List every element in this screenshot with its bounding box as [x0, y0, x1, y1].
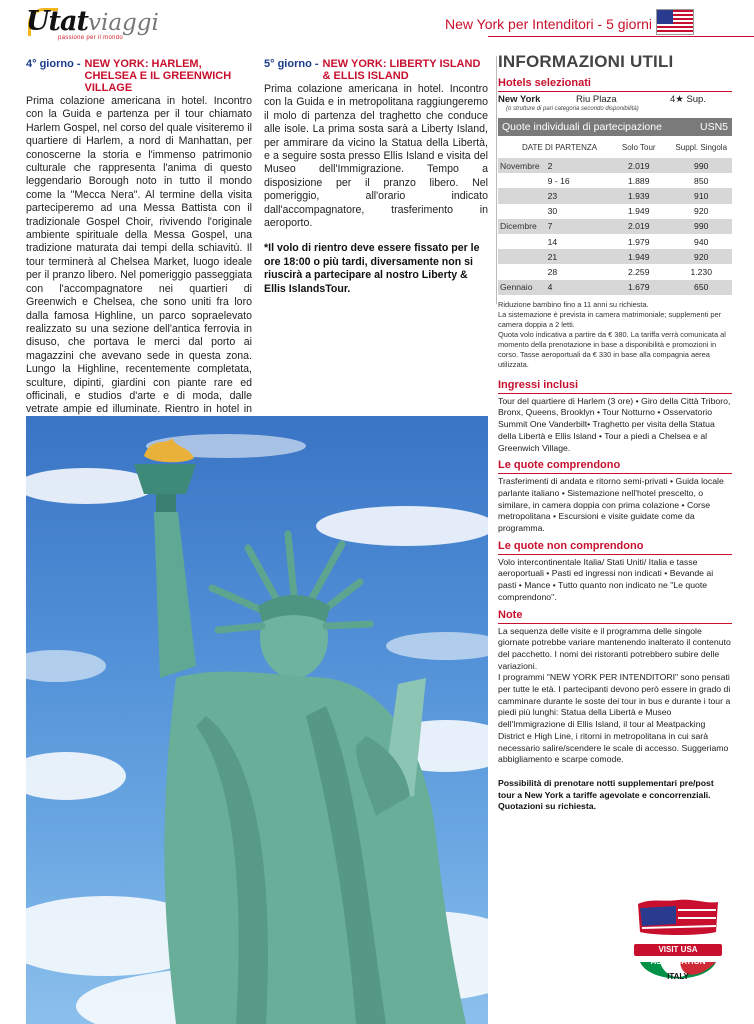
badge-title: VISIT USA ASSOCIATION: [650, 945, 706, 966]
price-note: Quota volo indicativa a partire da € 380. La tariffa verrà comunicata al momento della prenotazione in base a disponibilità e promozioni in corso. Tasse aeroportuali da € 330 in base alla compagnia aerea utilizzata.: [498, 329, 726, 369]
tour-price: 1.679: [607, 280, 670, 295]
col-supp-header: Suppl. Singola: [675, 142, 728, 152]
tour-price: 1.939: [607, 188, 670, 203]
day-4-text: Prima colazione americana in hotel. Incontro con la Guida e partenza per il tour chiamato Harlem Gospel, nel corso del quale visiteremo il quartiere di Harlem, a nord di Manhattan, per conoscerne la storia e l'immenso patrimonio culturale che rappresenta l'anima di questo leggendario Borough noto in tutto il mondo come la "Mecca Nera". Al termine della visita parteciperemo ad una Messa Battista con il tradizionale Gospel Choir, rivivendo l'originale ambiente spirituale della Messa Gospel, una tradizione maturata dai tempi della schiavitù. Il tour terminerà al Chelsea Market, luogo ideale per il pranzo libero. Nel pomeriggio passeggiata con l'accompagnatore nei quartieri di Greenwich e Chelsea, che sono uniti fra loro dalla famosa Highline, un parco sopraelevato realizzato su una sezione dell'antica ferrovia in disuso, che portava le merci dal porto ai magazzini che avevano sede in questa zona. Lungo la Highline, recentemente completata, sculture, dipinti, giardini con piante rare ed officinali, e studios d'arte e di moda, dalle vetrate ampie ed illuminate. Rientro in hotel in: [26, 95, 252, 416]
departure-day: 14: [547, 236, 558, 247]
non-comprendono-text: Volo intercontinentale Italia/ Stati Uniti/ Italia e tasse aeroportuali • Pasti ed ingressi non indicati • Bevande ai pasti • Mance • Tutto quanto non indicato ne "Le quote comprendono".: [498, 556, 714, 602]
logo-tagline: passione per il mondo: [58, 35, 124, 41]
departure-day: 30: [547, 206, 558, 217]
single-supplement: 920: [694, 206, 709, 217]
logo-brand: Utat: [26, 6, 88, 37]
price-row: [498, 173, 732, 188]
departure-day: 23: [542, 188, 607, 203]
departure-day: 4: [542, 280, 607, 295]
departure-month: [498, 188, 542, 203]
single-supplement: 910: [670, 188, 732, 203]
info-title: INFORMAZIONI UTILI: [498, 52, 674, 71]
departure-day: 28: [547, 266, 558, 277]
tour-price: 1.949: [607, 249, 670, 264]
tour-price: 2.259: [627, 266, 650, 277]
price-row: [498, 249, 732, 264]
day-4-section: [26, 58, 252, 444]
quote-bar: [498, 118, 732, 136]
extra-nights-note: Possibilità di prenotare notti supplementari pre/post tour a New York a tariffe agevolate e concorrenziali. Quotazioni su richiesta.: [498, 777, 714, 812]
single-supplement: 850: [694, 175, 709, 186]
single-supplement: 940: [694, 236, 709, 247]
single-supplement: 990: [670, 158, 732, 173]
price-row: [498, 188, 732, 203]
price-row: [498, 264, 732, 279]
single-supplement: 990: [670, 219, 732, 234]
ingressi-heading: Ingressi inclusi: [498, 379, 732, 394]
departure-month: [498, 264, 542, 279]
logo-suffix: viaggi: [87, 10, 159, 36]
single-supplement: 920: [670, 249, 732, 264]
badge-country: ITALY: [667, 972, 689, 981]
tour-price: 1.949: [627, 206, 650, 217]
price-row: [498, 219, 732, 234]
header-divider: [488, 36, 754, 37]
departure-month: [498, 234, 542, 249]
non-comprendono-heading: Le quote non comprendono: [498, 540, 732, 555]
day-5-section: [264, 58, 488, 296]
departure-day: 21: [542, 249, 607, 264]
price-row: [498, 204, 732, 219]
hotel-row: [498, 94, 732, 106]
tour-price: 2.019: [607, 219, 670, 234]
day-5-number: 5° giorno -: [264, 58, 319, 70]
day-5-title: NEW YORK: LIBERTY ISLAND & ELLIS ISLAND: [322, 58, 481, 82]
price-row: [498, 158, 732, 173]
note-text-1: La sequenza delle visite e il programma delle singole giornate potrebbe variare mantenendo inalterato il contenuto del pacchetto. I nomi dei ristoranti potrebbero subire delle variazioni.: [498, 625, 731, 671]
single-supplement: 650: [670, 280, 732, 295]
quote-label: Quote individuali di partecipazione: [502, 121, 662, 133]
logo-wordmark: [26, 6, 159, 38]
day-4-title: NEW YORK: HARLEM, CHELSEA E IL GREENWICH VILLAGE: [84, 58, 232, 94]
note-text-2: I programmi "NEW YORK PER INTENDITORI" sono pensati per tutte le età. I partecipanti devono però essere in grado di camminare durante le soste dei tour in bus e durante i tour a piedi più lunghi: Statua della Libertà e Museo dell'Immigrazione di Ellis Island, il tour al Meatpacking District e High Line, i ritorni in metropolitana in cui sarà necessario salire/scendere le scale di accesso. Suggeriamo abbigliamento e scarpe comode.: [498, 672, 731, 765]
col-date-header: DATE DI PARTENZA: [522, 142, 598, 152]
price-note: Riduzione bambino fino a 11 anni su richiesta.: [498, 299, 649, 309]
page-title: New York per Intenditori - 5 giorni: [445, 16, 652, 32]
single-supplement: 1.230: [690, 266, 712, 277]
hotel-name: Riu Plaza: [576, 94, 617, 105]
departure-day: 9 - 16: [547, 175, 570, 186]
departure-day: 7: [542, 219, 607, 234]
tour-price: 2.019: [607, 158, 670, 173]
price-row: [498, 280, 732, 295]
departure-month: [498, 173, 542, 188]
departure-month: Dicembre: [498, 219, 542, 234]
info-section: [498, 52, 732, 813]
departure-month: [498, 204, 542, 219]
departure-month: Gennaio: [498, 280, 542, 295]
price-notes: [498, 300, 732, 370]
col-solo-header: Solo Tour: [621, 142, 656, 152]
day-4-number: 4° giorno -: [26, 58, 81, 70]
statue-of-liberty-photo: [26, 416, 488, 1024]
brand-logo: [26, 6, 159, 42]
hotel-city: New York: [498, 94, 541, 105]
hotels-heading: Hotels selezionati: [498, 77, 732, 92]
usa-flag-icon: [656, 9, 694, 35]
tour-price: 1.979: [627, 236, 650, 247]
statue-illustration: [26, 416, 488, 1024]
hotel-category: 4★ Sup.: [670, 94, 706, 105]
price-row: [498, 234, 732, 249]
day-5-text: Prima colazione americana in hotel. Incontro con la Guida e in metropolitana raggiungeremo il molo di partenza del traghetto che conduce alle isole. La prima sosta sarà a Liberty Island, per ammirare da vicino la Statua della Libertà, e a seguire sosta presso Ellis Island e visita del Museo dell'Immigrazione. Tempo a disposizione per il pranzo libero. Nel pomeriggio, all'orario indicato dall'accompagnatore, trasferimento in aeroporto.: [264, 83, 488, 230]
departure-month: [498, 249, 542, 264]
tour-price: 1.889: [627, 175, 650, 186]
price-note: La sistemazione è prevista in camera matrimoniale; supplementi per camera doppia a 2 letti.: [498, 309, 722, 329]
departure-month: Novembre: [498, 158, 542, 173]
day-5-flight-note: *Il volo di rientro deve essere fissato per le ore 18:00 o più tardi, diversamente non si riuscirà a partecipare al nostro Liberty & Ellis IslandsTour.: [264, 242, 480, 295]
ingressi-text: Tour del quartiere di Harlem (3 ore) • Giro della Città Triboro, Bronx, Queens, Brooklyn • Tour Notturno • Osservatorio Summit One Vanderbilt• Traghetto per visita della Statua della Libertà e Ellis Island • Tour a piedi a Chelsea e al Greenwich Village.: [498, 395, 731, 453]
note-heading: Note: [498, 609, 732, 624]
comprendono-heading: Le quote comprendono: [498, 459, 732, 474]
visit-usa-badge: [630, 892, 726, 992]
quote-code: USN5: [699, 121, 728, 133]
hotel-note: (o strutture di pari categoria secondo disponibilità): [506, 106, 639, 112]
departure-day: 2: [542, 158, 607, 173]
column-divider: [496, 56, 497, 304]
comprendono-text: Trasferimenti di andata e ritorno semi-privati • Guida locale parlante italiano • Sistemazione nell'hotel prescelto, o similare, in camera doppia con prima colazione • Corse metropolitana • Escursioni e visite guidate come da programma.: [498, 476, 724, 534]
price-table: [498, 136, 732, 295]
